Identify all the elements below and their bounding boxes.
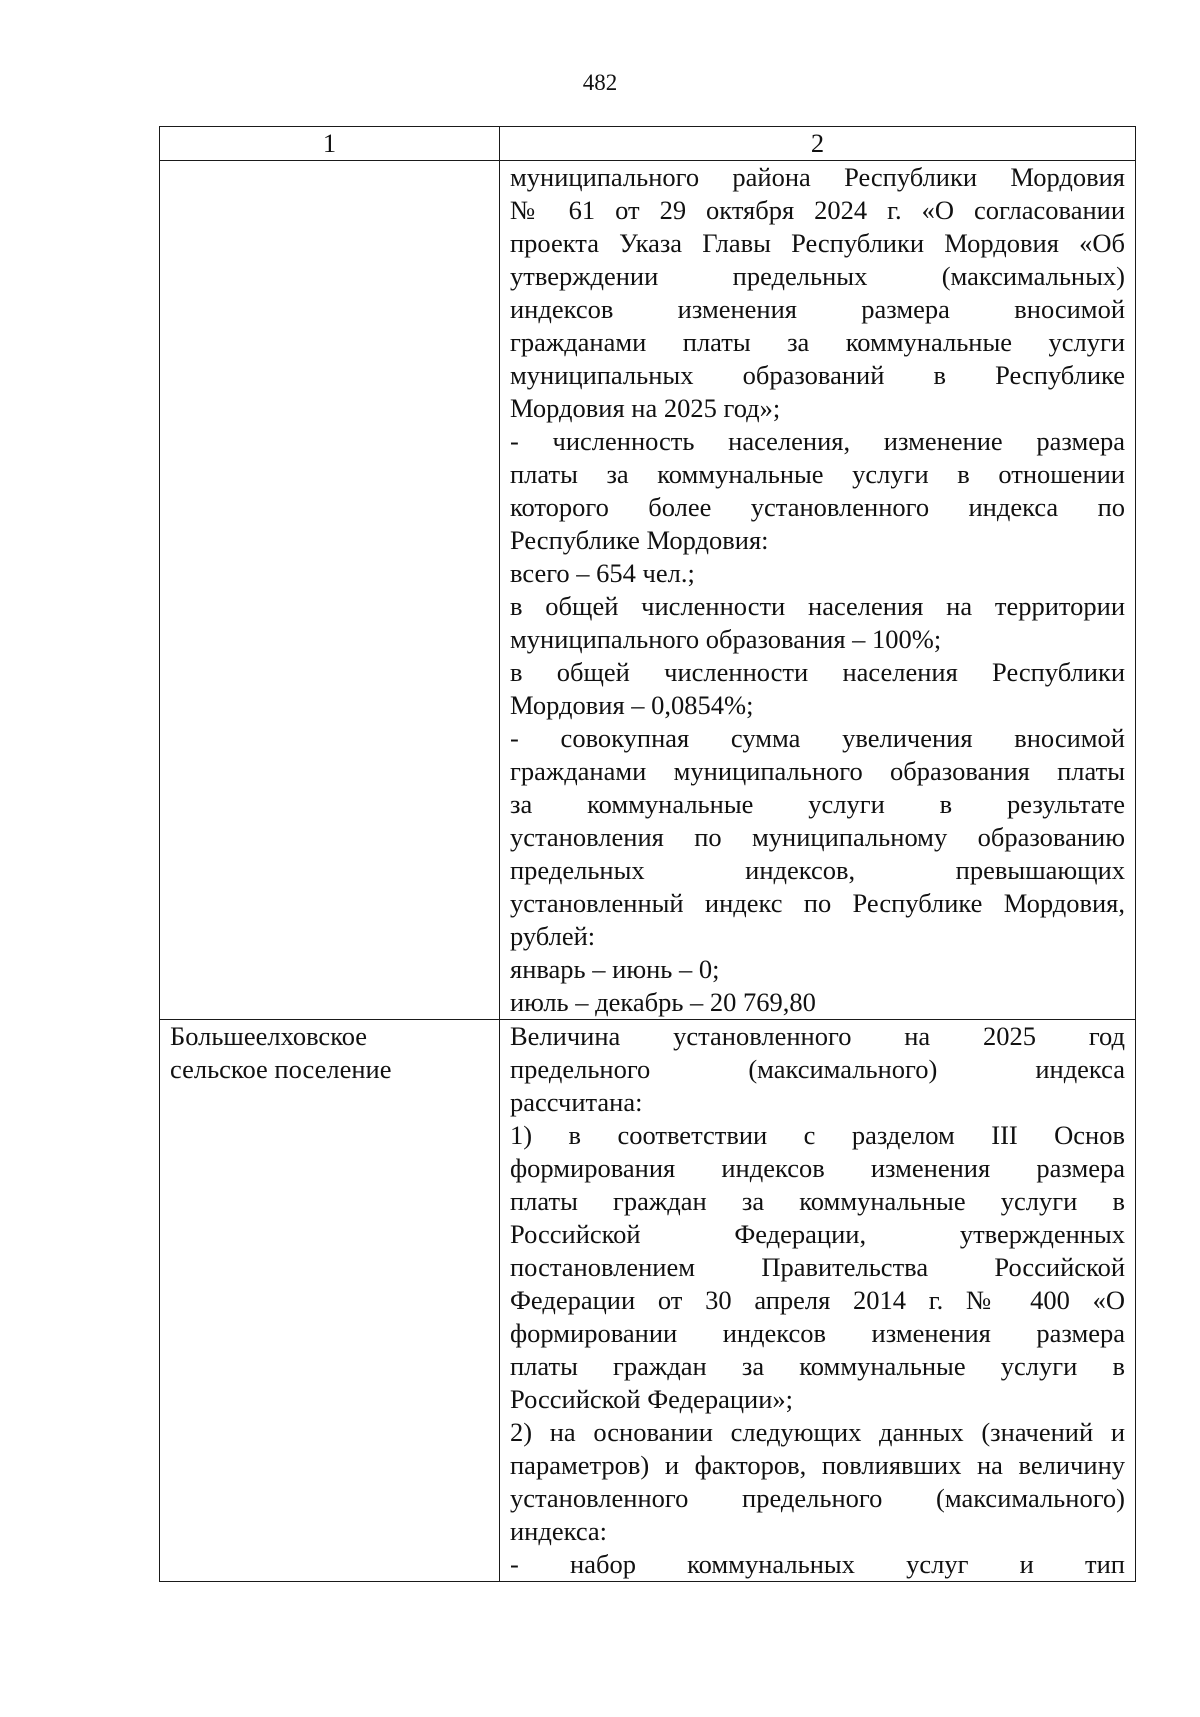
- description-line: установленный индекс по Республике Мордовия,: [510, 888, 1125, 918]
- description-line: формирования индексов изменения размера: [510, 1153, 1125, 1183]
- description-line: предельного (максимального) индекса: [510, 1054, 1125, 1084]
- description-line: которого более установленного индекса по: [510, 492, 1125, 522]
- description-line: Мордовия – 0,0854%;: [510, 690, 754, 720]
- description-line: июль – декабрь – 20 769,80: [510, 987, 816, 1017]
- description-line: утверждении предельных (максимальных): [510, 261, 1125, 291]
- row-label-line: сельское поселение: [170, 1054, 392, 1084]
- table-header-row: [160, 127, 1136, 161]
- description-line: параметров) и факторов, повлиявших на величину: [510, 1450, 1125, 1480]
- description-line: январь – июнь – 0;: [510, 954, 720, 984]
- description-line: Величина установленного на 2025 год: [510, 1021, 1125, 1051]
- row-description-cell: [500, 1020, 1136, 1582]
- column-header-1: 1: [160, 127, 500, 161]
- page-number: 482: [582, 70, 618, 95]
- description-line: муниципального образования – 100%;: [510, 624, 942, 654]
- description-line: индекса:: [510, 1516, 608, 1546]
- description-line: рассчитана:: [510, 1087, 643, 1117]
- description-line: установления по муниципальному образованию: [510, 822, 1125, 852]
- description-line: платы граждан за коммунальные услуги в: [510, 1351, 1125, 1381]
- row-label-line: Большеелховское: [170, 1021, 368, 1051]
- description-line: 1) в соответствии с разделом III Основ: [510, 1120, 1125, 1150]
- description-line: Мордовия на 2025 год»;: [510, 393, 781, 423]
- row-label-cell: [160, 1020, 500, 1582]
- description-line: в общей численности населения на территории: [510, 591, 1125, 621]
- description-line: - совокупная сумма увеличения вносимой: [510, 723, 1125, 753]
- description-line: - набор коммунальных услуг и тип: [510, 1549, 1125, 1579]
- description-line: индексов изменения размера вносимой: [510, 294, 1125, 324]
- description-line: Российской Федерации»;: [510, 1384, 793, 1414]
- description-line: формировании индексов изменения размера: [510, 1318, 1125, 1348]
- description-line: гражданами платы за коммунальные услуги: [510, 327, 1125, 357]
- table-body: [160, 161, 1136, 1582]
- table-row: [160, 1020, 1136, 1582]
- description-line: - численность населения, изменение размера: [510, 426, 1125, 456]
- description-line: муниципального района Республики Мордовия: [510, 162, 1125, 192]
- description-line: предельных индексов, превышающих: [510, 855, 1125, 885]
- description-line: в общей численности населения Республики: [510, 657, 1125, 687]
- description-line: установленного предельного (максимального): [510, 1483, 1125, 1513]
- description-line: всего – 654 чел.;: [510, 558, 695, 588]
- description-line: платы граждан за коммунальные услуги в: [510, 1186, 1125, 1216]
- row-description-cell: [500, 161, 1136, 1020]
- description-line: за коммунальные услуги в результате: [510, 789, 1125, 819]
- document-table: [159, 126, 1136, 1582]
- description-line: Республике Мордовия:: [510, 525, 769, 555]
- description-line: рублей:: [510, 921, 596, 951]
- column-header-2: 2: [500, 127, 1136, 161]
- row-label-cell: [160, 161, 500, 1020]
- description-line: 2) на основании следующих данных (значений и: [510, 1417, 1125, 1447]
- description-line: проекта Указа Главы Республики Мордовия «Об: [510, 228, 1125, 258]
- description-line: Федерации от 30 апреля 2014 г. № 400 «О: [510, 1285, 1125, 1315]
- description-line: муниципальных образований в Республике: [510, 360, 1125, 390]
- table-row: [160, 161, 1136, 1020]
- description-line: № 61 от 29 октября 2024 г. «О согласовании: [510, 195, 1125, 225]
- description-line: постановлением Правительства Российской: [510, 1252, 1125, 1282]
- description-line: Российской Федерации, утвержденных: [510, 1219, 1125, 1249]
- description-line: гражданами муниципального образования платы: [510, 756, 1125, 786]
- description-line: платы за коммунальные услуги в отношении: [510, 459, 1125, 489]
